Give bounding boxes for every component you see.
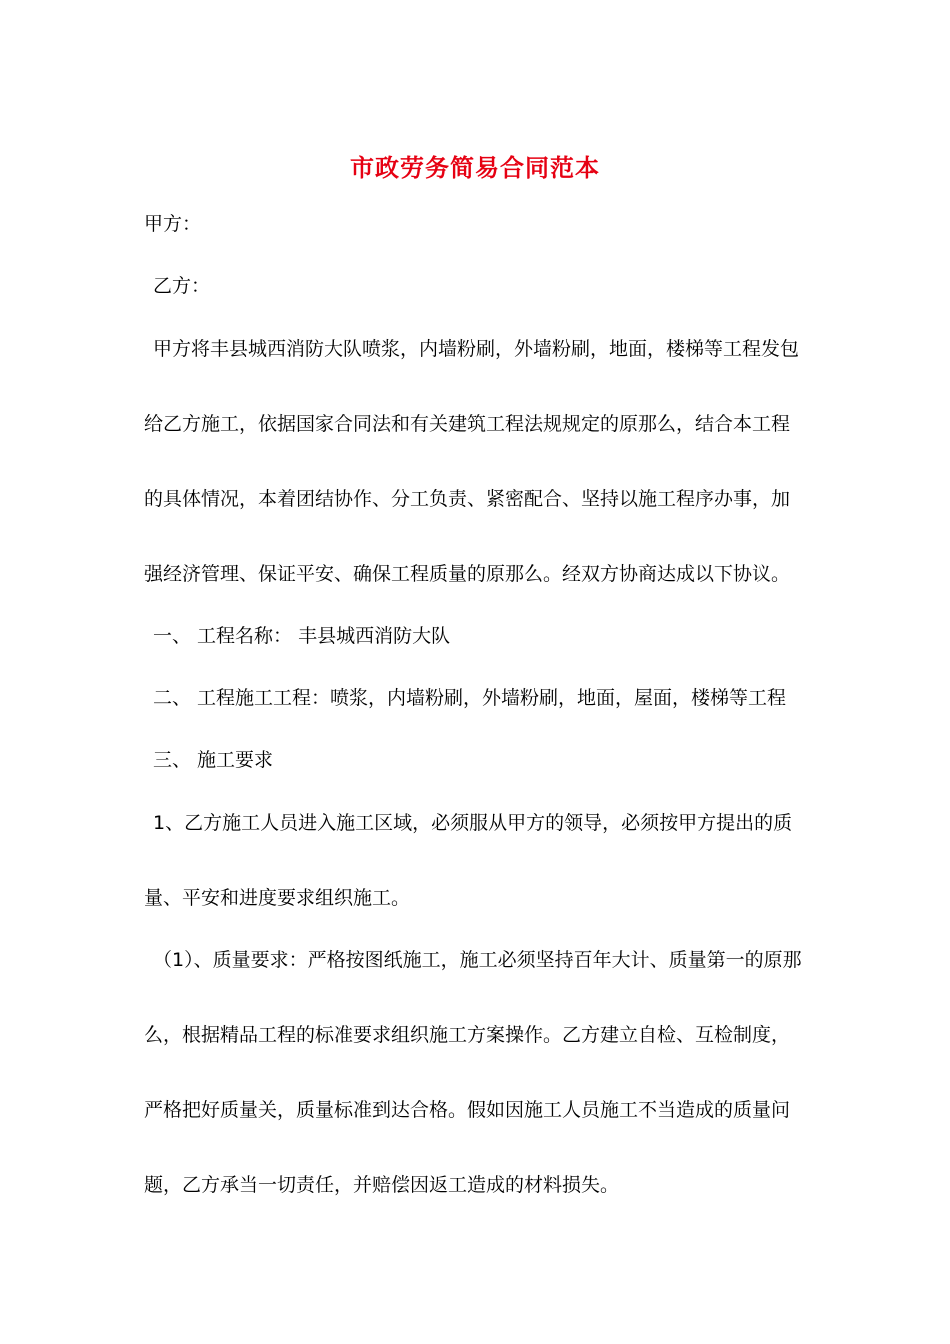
paragraph-line: 强经济管理、保证平安、确保工程质量的原那么。经双方协商达成以下协议。 <box>144 563 791 585</box>
document-title: 市政劳务简易合同范本 <box>350 153 600 182</box>
section-1-heading: 一、 工程名称： 丰县城西消防大队 <box>153 625 451 647</box>
clause-1-line: 1、乙方施工人员进入施工区域，必须服从甲方的领导，必须按甲方提出的质 <box>153 812 793 834</box>
section-2-heading: 二、 工程施工工程：喷浆，内墙粉刷，外墙粉刷，地面，屋面，楼梯等工程 <box>153 687 787 709</box>
paragraph-line: 甲方将丰县城西消防大队喷浆，内墙粉刷，外墙粉刷，地面，楼梯等工程发包 <box>153 338 800 360</box>
paragraph-line: 给乙方施工，依据国家合同法和有关建筑工程法规规定的原那么，结合本工程 <box>144 413 791 435</box>
party-a-label: 甲方： <box>144 213 202 235</box>
clause-1-1-line: （1）、质量要求：严格按图纸施工，施工必须坚持百年大计、质量第一的原那 <box>153 949 802 971</box>
paragraph-line: 的具体情况，本着团结协作、分工负责、紧密配合、坚持以施工程序办事，加 <box>144 488 791 510</box>
party-b-label: 乙方： <box>153 275 211 297</box>
clause-1-1-line: 题，乙方承当一切责任，并赔偿因返工造成的材料损失。 <box>144 1174 620 1196</box>
clause-1-1-line: 严格把好质量关，质量标准到达合格。假如因施工人员施工不当造成的质量问 <box>144 1099 791 1121</box>
clause-1-line: 量、平安和进度要求组织施工。 <box>144 887 411 909</box>
section-3-heading: 三、 施工要求 <box>153 749 274 771</box>
clause-1-1-line: 么，根据精品工程的标准要求组织施工方案操作。乙方建立自检、互检制度， <box>144 1024 791 1046</box>
